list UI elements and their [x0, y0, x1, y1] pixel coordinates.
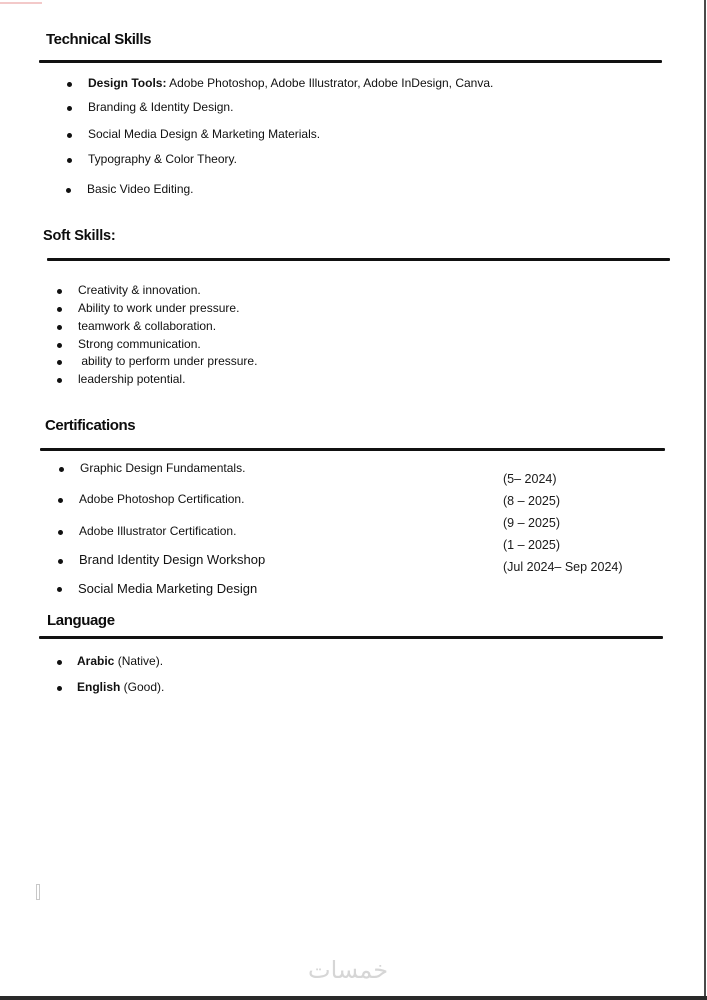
watermark-logo: خمسات	[308, 956, 389, 984]
bullet-icon	[67, 158, 72, 163]
item-text: Strong communication.	[78, 337, 201, 351]
bullet-icon	[57, 307, 62, 312]
bullet-icon	[57, 660, 62, 665]
text-cursor-placeholder	[36, 884, 40, 900]
bullet-icon	[57, 289, 62, 294]
bullet-icon	[57, 343, 62, 348]
item-label: Design Tools:	[88, 76, 167, 90]
item-text: Graphic Design Fundamentals.	[80, 461, 246, 475]
certifications-rule	[40, 448, 665, 451]
language-heading: Language	[47, 612, 115, 629]
item-text: Basic Video Editing.	[87, 182, 194, 196]
soft-skills-heading: Soft Skills:	[43, 228, 116, 244]
certification-date: (5– 2024)	[503, 472, 557, 486]
bullet-icon	[57, 360, 62, 365]
item-text: Creativity & innovation.	[78, 283, 201, 297]
technical-skills-rule	[39, 60, 662, 63]
item-text: Social Media Design & Marketing Materials.	[88, 127, 321, 141]
certification-date: (1 – 2025)	[503, 538, 560, 552]
language-level: (Native).	[114, 654, 164, 668]
item-text: Adobe Photoshop Certification.	[79, 492, 245, 506]
item-text: Adobe Illustrator Certification.	[79, 524, 237, 538]
bullet-icon	[58, 530, 63, 535]
language-name: Arabic	[77, 654, 115, 668]
item-text: Brand Identity Design Workshop	[79, 552, 266, 567]
item-text: ability to perform under pressure.	[78, 354, 258, 368]
page-bottom-border	[0, 996, 707, 1000]
bullet-icon	[58, 559, 63, 564]
language-level: (Good).	[120, 680, 165, 694]
item-text: Adobe Photoshop, Adobe Illustrator, Adobe InDesign, Canva.	[166, 76, 494, 90]
bullet-icon	[67, 106, 72, 111]
certification-date: (8 – 2025)	[503, 494, 560, 508]
certification-date: (9 – 2025)	[503, 516, 560, 530]
bullet-icon	[58, 498, 63, 503]
item-text: teamwork & collaboration.	[78, 319, 217, 333]
certifications-heading: Certifications	[45, 417, 136, 434]
item-text: Typography & Color Theory.	[88, 152, 237, 166]
bullet-icon	[66, 188, 71, 193]
page-right-border	[704, 0, 706, 1000]
bullet-icon	[67, 82, 72, 87]
item-text: Social Media Marketing Design	[78, 581, 258, 596]
item-text: leadership potential.	[78, 372, 186, 386]
top-edge-mark	[0, 2, 42, 4]
item-text: Branding & Identity Design.	[88, 100, 234, 114]
item-text: Ability to work under pressure.	[78, 301, 240, 315]
bullet-icon	[57, 325, 62, 330]
language-rule	[39, 636, 663, 639]
certification-date: (Jul 2024– Sep 2024)	[503, 560, 623, 574]
bullet-icon	[67, 133, 72, 138]
bullet-icon	[57, 587, 62, 592]
bullet-icon	[59, 467, 64, 472]
technical-skills-heading: Technical Skills	[46, 31, 152, 48]
soft-skills-rule	[47, 258, 670, 261]
bullet-icon	[57, 378, 62, 383]
language-name: English	[77, 680, 121, 694]
bullet-icon	[57, 686, 62, 691]
